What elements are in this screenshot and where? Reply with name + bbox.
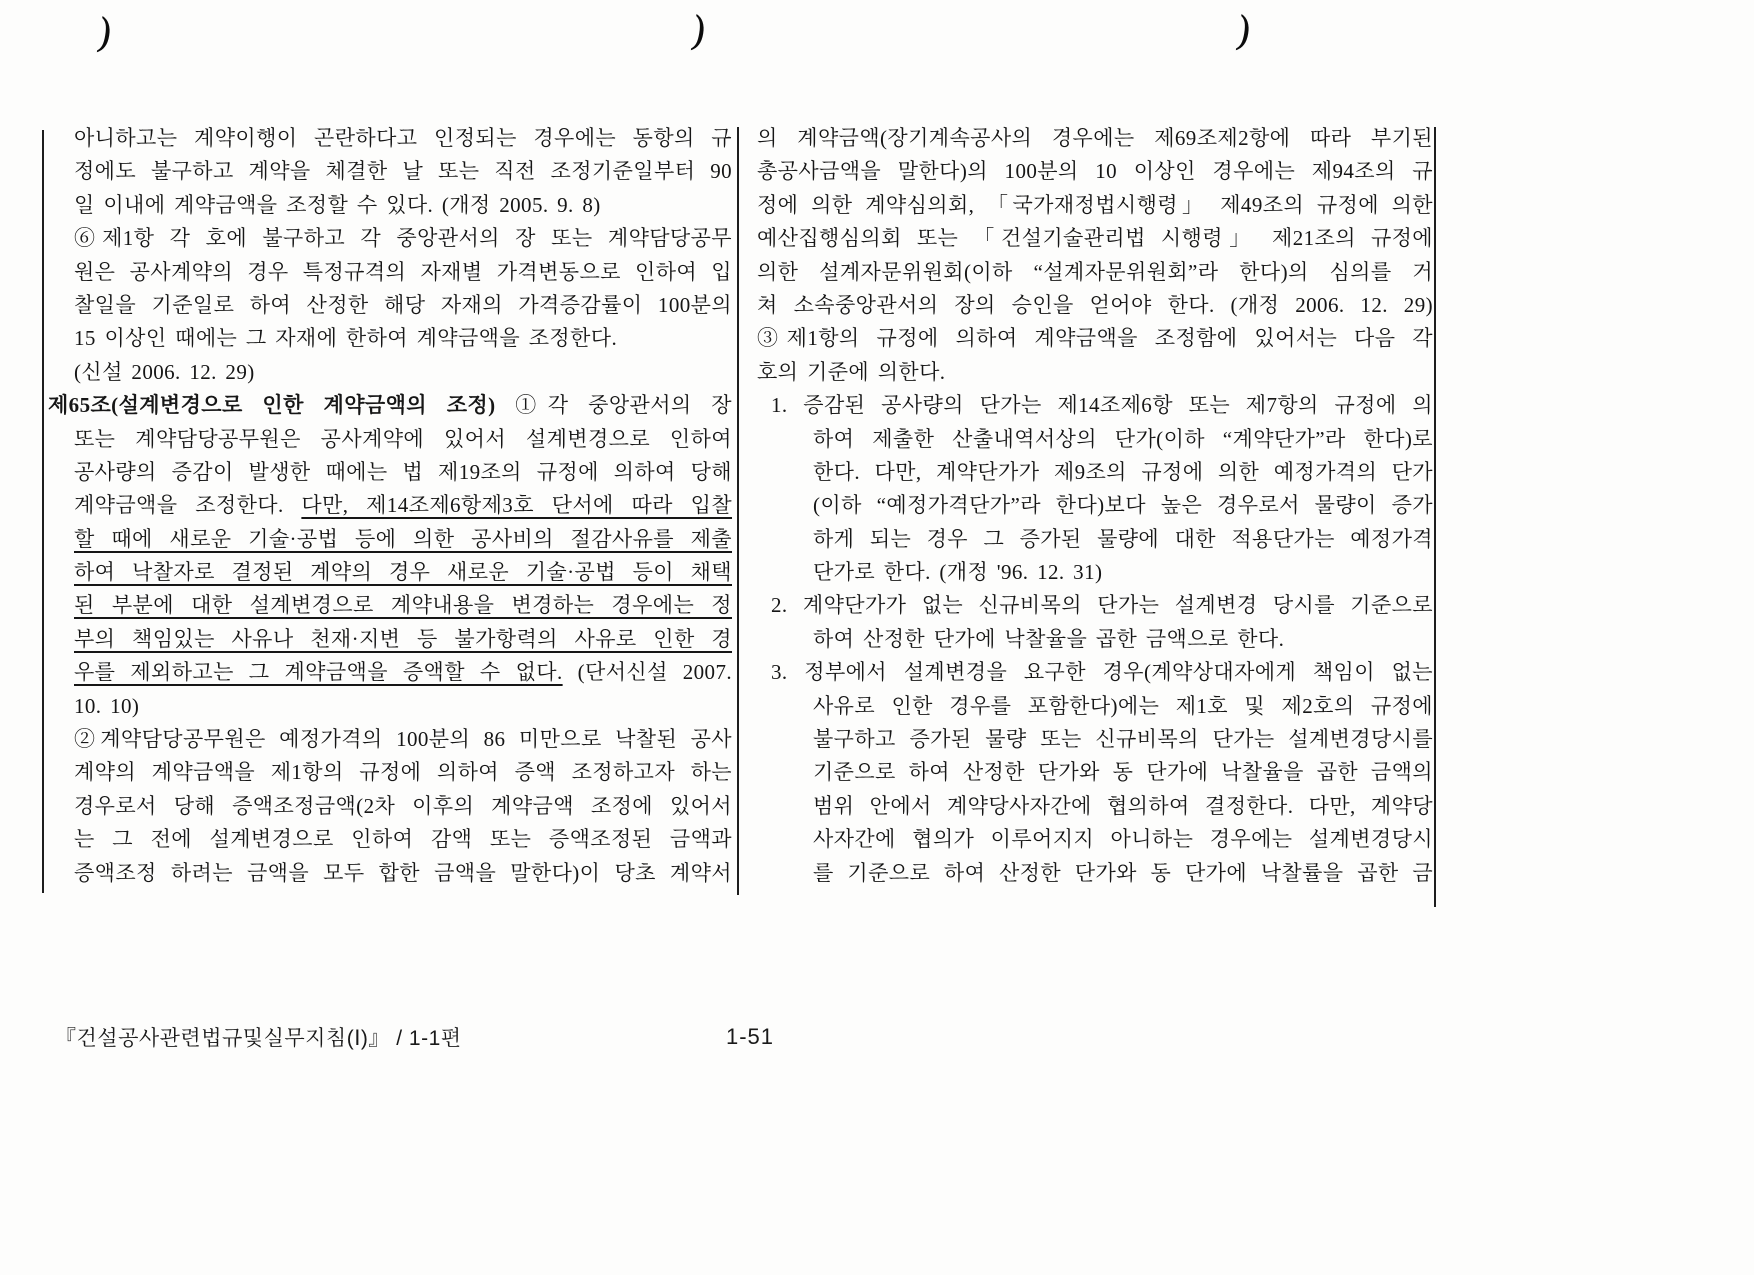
text-line [757,589,1433,622]
text-line [48,756,732,789]
text-segment-underline: 할 때에 새로운 기술·공법 등에 의한 공사비의 절감사유를 제출 [74,526,732,551]
text-line [757,189,1433,222]
text-segment-normal: 는 그 전에 설계변경으로 인하여 감액 또는 증액조정된 금액과 [74,827,732,852]
text-segment-normal: 의 계약금액(장기계속공사의 경우에는 제69조제2항에 따라 부기된 [757,126,1433,150]
text-segment-normal: 또는 계약담당공무원은 공사계약에 있어서 설계변경으로 인하여 [74,426,732,451]
text-line [48,556,732,589]
text-line [48,723,732,756]
text-segment-normal: 공사량의 증감이 발생한 때에는 법 제19조의 규정에 의하여 당해 [74,459,732,484]
text-line [757,489,1433,522]
text-line [48,289,732,322]
text-segment-normal: (신설 2006. 12. 29) [74,359,255,384]
text-line [48,523,732,556]
text-segment-underline: 된 부분에 대한 설계변경으로 계약내용을 변경하는 경우에는 정 [74,593,732,618]
text-segment-normal: 하게 되는 경우 그 증가된 물량에 대한 적용단가는 예정가격 [813,526,1433,551]
left-column-border-rule [42,130,44,893]
text-segment-normal: 단가로 한다. (개정 '96. 12. 31) [813,560,1103,585]
text-line [757,289,1433,322]
text-segment-underline: 하여 낙찰자로 결정된 계약의 경우 새로운 기술·공법 등이 채택 [74,560,732,585]
footer-page-number: 1-51 [726,1024,775,1049]
text-segment-normal: 기준으로 하여 산정한 단가와 동 단가에 낙찰율을 곱한 금액의 [813,760,1433,785]
text-segment-underline: 우를 제외하고는 그 계약금액을 증액할 수 없다. [74,660,563,685]
scan-curl-mark-right: ) [1232,8,1256,56]
text-segment-normal: (단서신설 2007. [562,660,732,685]
text-segment-normal: 경우로서 당해 증액조정금액(2차 이후의 계약금액 조정에 있어서 [74,793,732,818]
text-line [757,456,1433,489]
text-segment-normal: 정에 의한 계약심의회, 「국가재정법시행령」 제49조의 규정에 의한 [757,192,1433,217]
text-segment-normal: 10. 10) [74,693,140,718]
text-segment-normal: 2. 계약단가가 없는 신규비목의 단가는 설계변경 당시를 기준으로 [771,593,1433,618]
column-divider-rule [737,127,739,895]
text-segment-normal: 호의 기준에 의한다. [757,359,946,384]
text-line [48,356,732,389]
text-line [757,656,1433,689]
text-line [757,122,1433,155]
text-line [757,690,1433,723]
text-segment-normal: 찰일을 기준일로 하여 산정한 해당 자재의 가격증감률이 100분의 [74,292,732,317]
text-line [48,690,732,723]
text-segment-normal: 하여 제출한 산출내역서상의 단가(이하 “계약단가”라 한다)로 [813,426,1433,451]
text-line [48,823,732,856]
text-segment-underline: 부의 책임있는 사유나 천재·지변 등 불가항력의 사유로 인한 경 [74,626,732,651]
scan-curl-mark-center: ) [687,8,711,56]
text-segment-normal: 한다. 다만, 계약단가가 제9조의 규정에 의한 예정가격의 단가 [813,459,1433,484]
text-segment-normal: 사유로 인한 경우를 포함한다)에는 제1호 및 제2호의 규정에 [813,693,1433,718]
text-segment-normal: 범위 안에서 계약당사자간에 협의하여 결정한다. 다만, 계약당 [813,793,1433,818]
text-line [757,823,1433,856]
text-line [757,523,1433,556]
text-segment-normal: 15 이상인 때에는 그 자재에 한하여 계약금액을 조정한다. [74,326,618,351]
text-line [757,790,1433,823]
text-line [48,489,732,522]
text-line [48,256,732,289]
text-segment-normal: 를 기준으로 하여 산정한 단가와 동 단가에 낙찰률을 곱한 금 [813,860,1433,885]
text-line [48,389,732,422]
text-segment-normal: 불구하고 증가된 물량 또는 신규비목의 단가는 설계변경당시를 [813,727,1433,752]
text-line [48,857,732,890]
text-segment-normal: 계약금액을 조정한다. [74,493,302,518]
text-segment-normal: 총공사금액을 말한다)의 100분의 10 이상인 경우에는 제94조의 규 [757,159,1433,184]
text-segment-normal: 원은 공사계약의 경우 특정규격의 자재별 가격변동으로 인하여 입 [74,259,732,284]
text-line [48,656,732,689]
text-segment-normal: 의한 설계자문위원회(이하 “설계자문위원회”라 한다)의 심의를 거 [757,259,1433,284]
text-segment-normal: 쳐 소속중앙관서의 장의 승인을 얻어야 한다. (개정 2006. 12. 29) [757,292,1433,317]
text-line [757,723,1433,756]
text-segment-normal: 사자간에 협의가 이루어지지 아니하는 경우에는 설계변경당시 [813,827,1433,852]
text-line [757,155,1433,188]
text-line [48,222,732,255]
text-segment-underline: 다만, 제14조제6항제3호 단서에 따라 입찰 [301,493,733,518]
scan-curl-mark-left: ) [93,10,117,58]
text-line [757,222,1433,255]
text-line [757,756,1433,789]
text-segment-normal: ①각 중앙관서의 장 [515,393,732,418]
text-line [757,423,1433,456]
right-text-column [757,122,1433,890]
text-line [757,623,1433,656]
text-line [48,155,732,188]
text-line [48,790,732,823]
text-line [48,423,732,456]
text-segment-normal: 증액조정 하려는 금액을 모두 합한 금액을 말한다)이 당초 계약서 [74,860,732,885]
right-column-border-rule [1434,127,1436,907]
text-line [757,356,1433,389]
text-line [757,389,1433,422]
text-line [48,322,732,355]
text-segment-normal: 계약의 계약금액을 제1항의 규정에 의하여 증액 조정하고자 하는 [74,760,732,785]
text-line [48,456,732,489]
text-segment-normal: (이하 “예정가격단가”라 한다)보다 높은 경우로서 물량이 증가 [813,493,1433,518]
text-segment-normal: ⑥제1항 각 호에 불구하고 각 중앙관서의 장 또는 계약담당공무 [74,226,732,251]
text-segment-normal: 아니하고는 계약이행이 곤란하다고 인정되는 경우에는 동항의 규 [74,126,732,150]
text-line [48,623,732,656]
text-segment-normal: 3. 정부에서 설계변경을 요구한 경우(계약상대자에게 책임이 없는 [771,660,1433,685]
text-line [757,256,1433,289]
footer-book-title: 『건설공사관련법규및실무지침(Ⅰ)』 / 1-1편 [55,1027,462,1050]
text-line [48,189,732,222]
text-line [757,322,1433,355]
text-line [48,122,732,155]
text-segment-normal: 일 이내에 계약금액을 조정할 수 있다. (개정 2005. 9. 8) [74,192,601,217]
text-line [757,556,1433,589]
text-segment-normal: 1. 증감된 공사량의 단가는 제14조제6항 또는 제7항의 규정에 의 [771,393,1433,418]
left-text-column [48,122,732,890]
text-segment-normal: 하여 산정한 단가에 낙찰율을 곱한 금액으로 한다. [813,626,1285,651]
text-segment-normal: 정에도 불구하고 계약을 체결한 날 또는 직전 조정기준일부터 90 [74,159,732,184]
text-segment-normal: ③제1항의 규정에 의하여 계약금액을 조정함에 있어서는 다음 각 [757,326,1433,351]
text-line [48,589,732,622]
text-segment-normal: 예산집행심의회 또는 「건설기술관리법 시행령」 제21조의 규정에 [757,226,1433,251]
text-line [757,857,1433,890]
text-segment-bold: 제65조(설계변경으로 인한 계약금액의 조정) [48,393,516,418]
text-segment-normal: ②계약담당공무원은 예정가격의 100분의 86 미만으로 낙찰된 공사 [74,727,732,752]
